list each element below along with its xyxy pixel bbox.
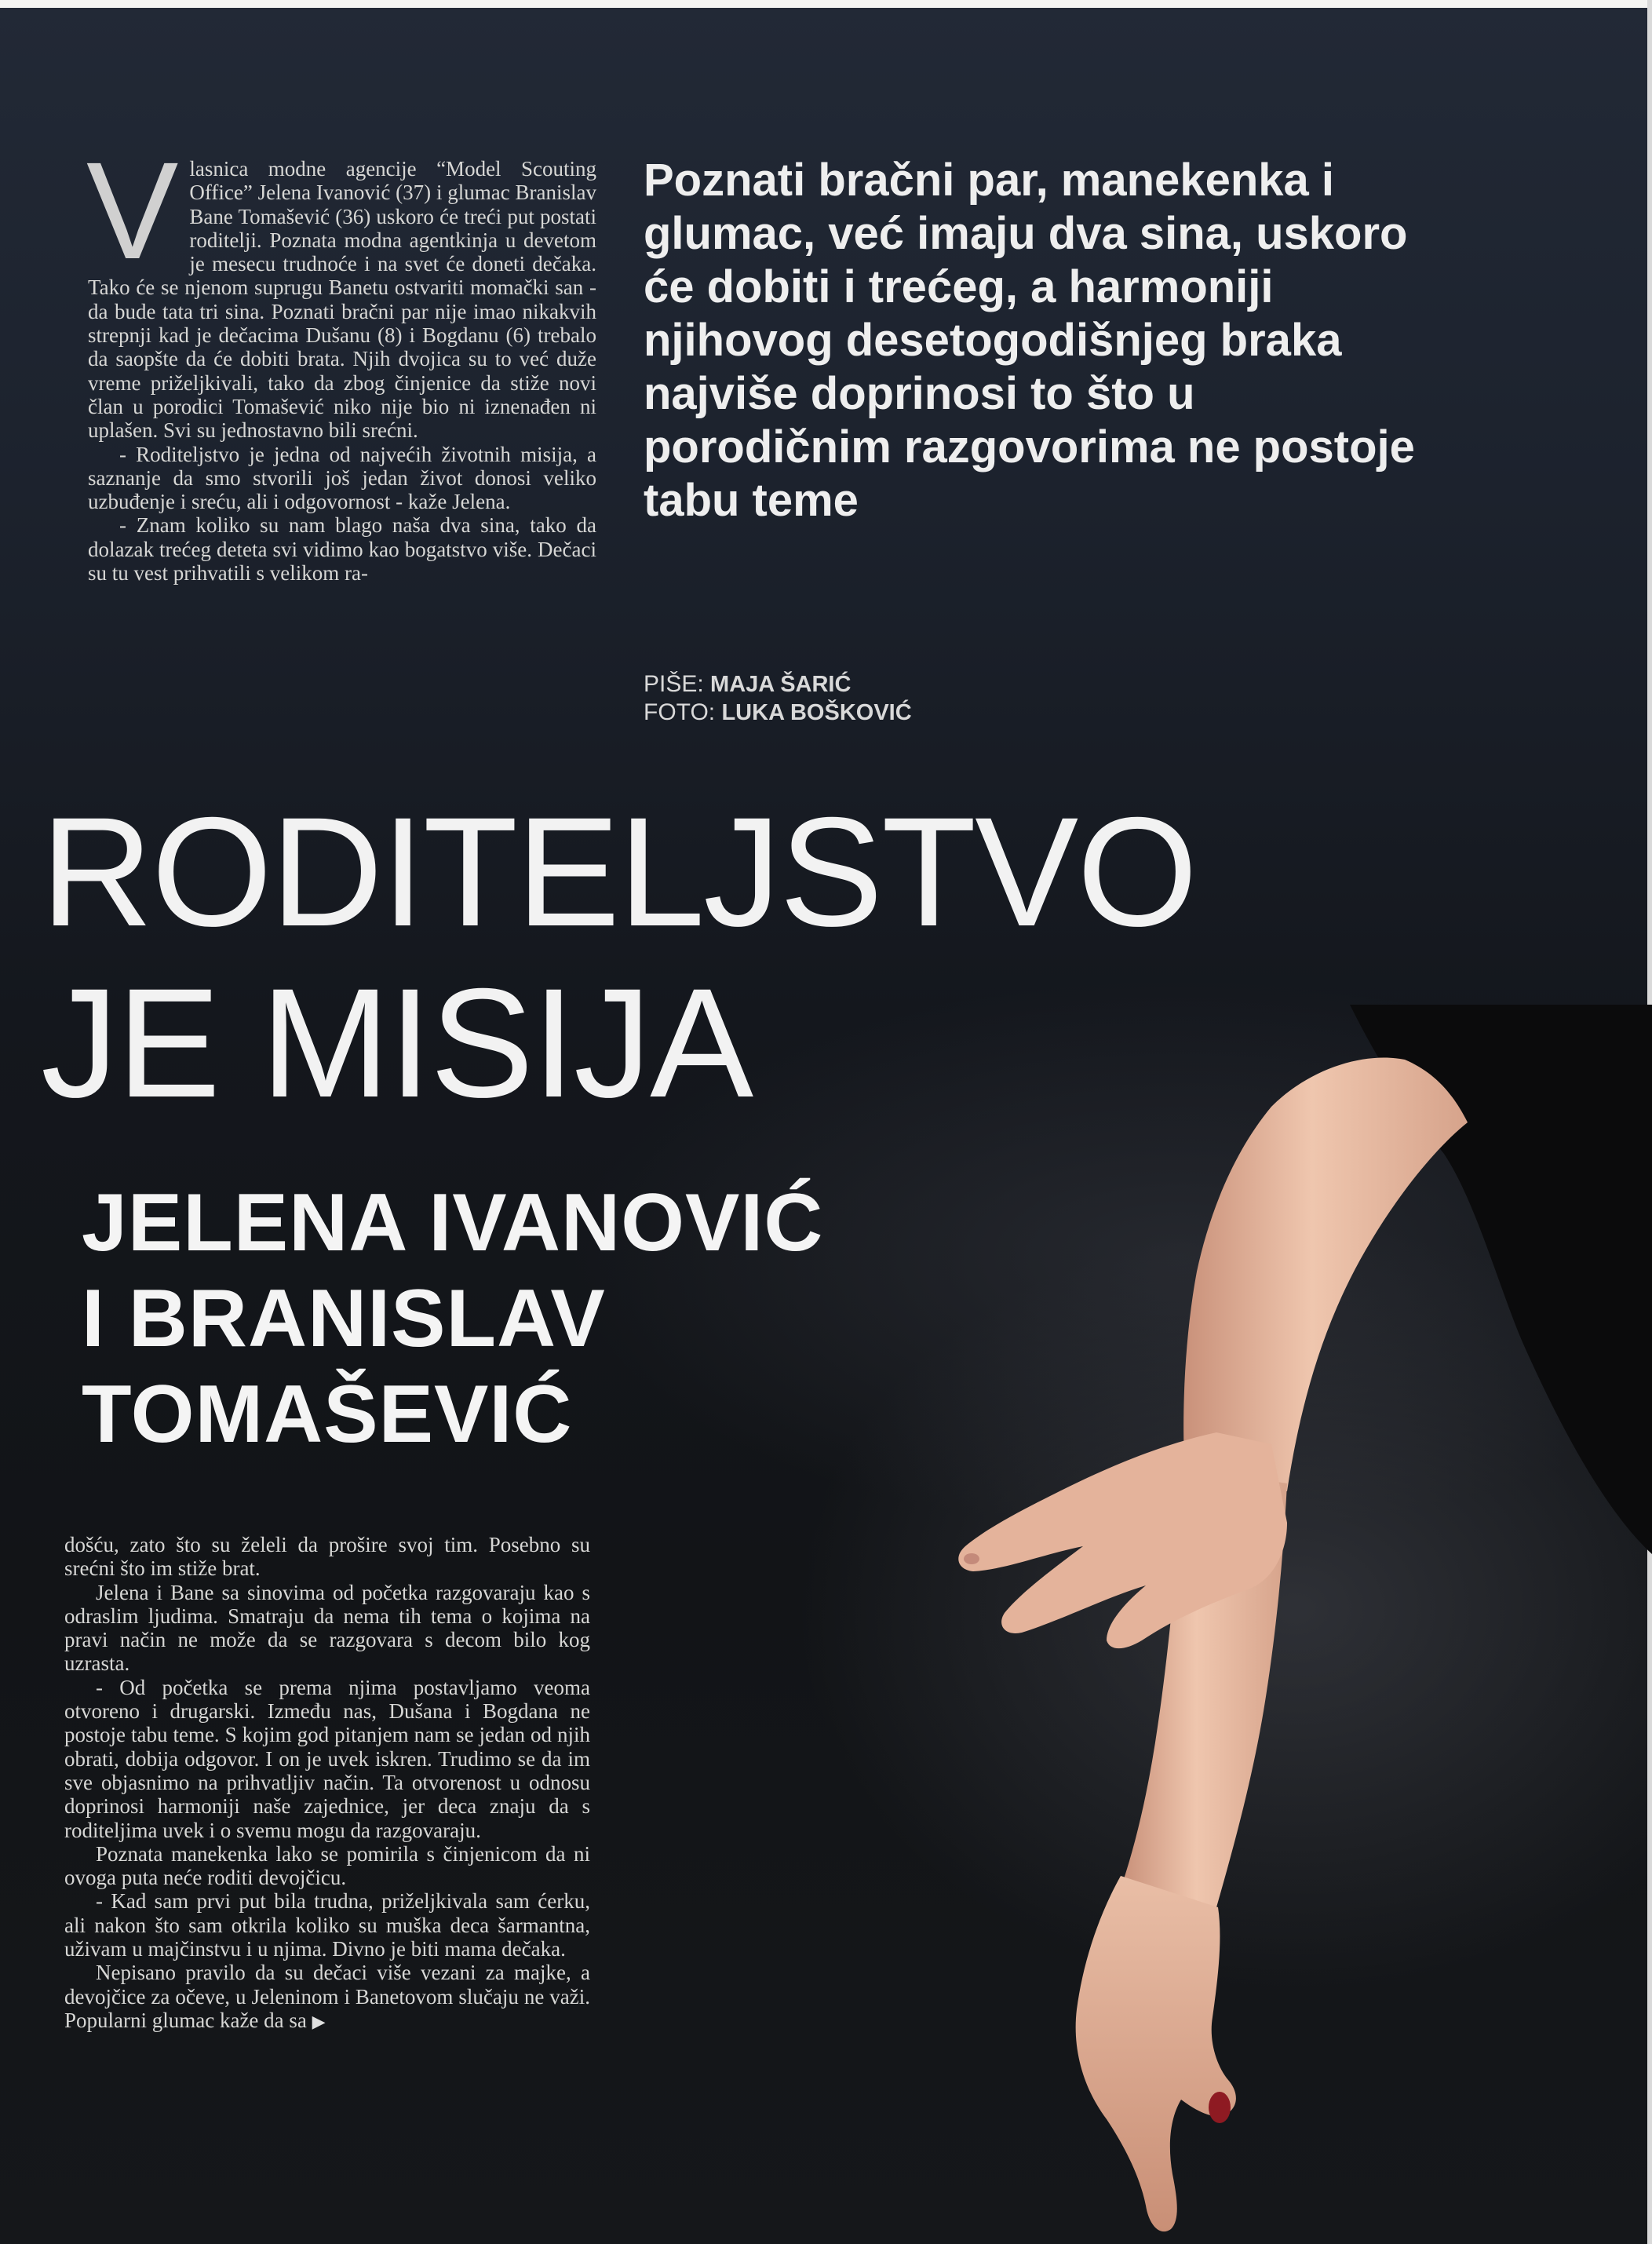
drop-cap: V [86,134,179,288]
column2-paragraph-4: Poznata manekenka lako se pomirila s činjenicom da ni ovoga puta neće roditi devojčicu. [64,1841,590,1890]
column2-paragraph-6 [64,1961,590,2034]
writer-credit [644,672,851,697]
upper-arm-shape [1183,1058,1468,1492]
fingernail [1209,2092,1231,2123]
subheadline-line-2: I BRANISLAV [82,1273,606,1364]
column1-paragraph-1: lasnica modne agencije “Model Scouting Office” Jelena Ivanović (37) i glumac Branislav Bane Tomašević (36) uskoro će treći put postati roditelji. Poznata modna agentkinja u devetom je mesecu trudnoće i na svet će doneti dečaka. Tako će se njenom suprugu Banetu ostvariti momački san - da bude tata tri sina. Poznati bračni par nije imao nikakvih strepnji kad je dečacima Dušanu (8) i Bogdanu (6) trebalo da saopšte da će dobiti brata. Njih dvojica su to već duže vreme priželjkivali, tako da zbog činjenice da stiže novi član u porodici Tomašević niko nije bio ni iznenađen ni uplašen. Svi su jednostavno bili srećni. [88,157,596,443]
column2-paragraph-1: došću, zato što su želeli da prošire svoj tim. Posebno su srećni što im stiže brat. [64,1533,590,1581]
writer-label: PIŠE: [644,671,704,697]
article-deck: Poznati bračni par, manekenka i glumac, već imaju dva sina, uskoro će dobiti i trećeg, a harmoniji njihovog desetogodišnjeg braka najviše doprinosi to što u porodičnim razgovorima ne postoje tabu teme [644,155,1415,526]
arm-photo [848,1005,1652,2244]
headline-line-1: RODITELJSTVO [41,785,1197,958]
hand-shape [1076,1876,1236,2231]
headline-line-2: JE MISIJA [41,956,753,1129]
page-top-margin [0,0,1652,8]
photo-credit [644,700,912,725]
column2-paragraph-3: - Od početka se prema njima postavljamo veoma otvoreno i drugarski. Između nas, Dušana i Bogdana ne postoje tabu teme. S kojim god pitanjem nam se jedan od njih obrati, dobija odgovor. I on je uvek iskren. Trudimo se da im sve objasnimo na prihvatljiv način. Ta otvorenost u odnosu doprinosi harmoniji naše zajednice, jer deca znaju da s roditeljima uvek i o svemu mogu da razgovaraju. [64,1675,590,1842]
column1-paragraph-2: - Roditeljstvo je jedna od najvećih životnih misija, a saznanje da smo stvorili još jedan život donosi veliko uzbuđenje i sreću, ali i odgovornost - kaže Jelena. [88,442,596,514]
article-column-2 [64,1533,590,2034]
resting-hand-nail [964,1553,979,1564]
column2-paragraph-6-text: Nepisano pravilo da su dečaci više vezani za majke, a devojčice za očeve, u Jeleninom i Banetovom slučaju ne važi. Popularni glumac kaže da sa [64,1961,590,2032]
continue-arrow-icon: ▶ [312,2012,326,2032]
photo-label: FOTO: [644,699,716,725]
photographer-name: LUKA BOŠKOVIĆ [721,700,912,725]
subheadline-line-3: TOMAŠEVIĆ [82,1369,573,1460]
column1-paragraph-3: - Znam koliko su nam blago naša dva sina, tako da dolazak trećeg deteta svi vidimo kao bogatstvo više. Dečaci su tu vest prihvatili s velikom ra- [88,513,596,586]
article-column-1 [86,134,596,586]
column2-paragraph-5: - Kad sam prvi put bila trudna, priželjkivala sam ćerku, ali nakon što sam otkrila koliko su muška deca šarmantna, uživam u majčinstvu i u njima. Divno je biti mama dečaka. [64,1889,590,1961]
writer-name: MAJA ŠARIĆ [710,672,852,697]
subheadline-line-1: JELENA IVANOVIĆ [82,1177,824,1268]
column2-paragraph-2: Jelena i Bane sa sinovima od početka razgovaraju kao s odraslim ljudima. Smatraju da nema tih tema o kojima na pravi način ne može da se razgovara s decom bilo kog uzrasta. [64,1580,590,1676]
